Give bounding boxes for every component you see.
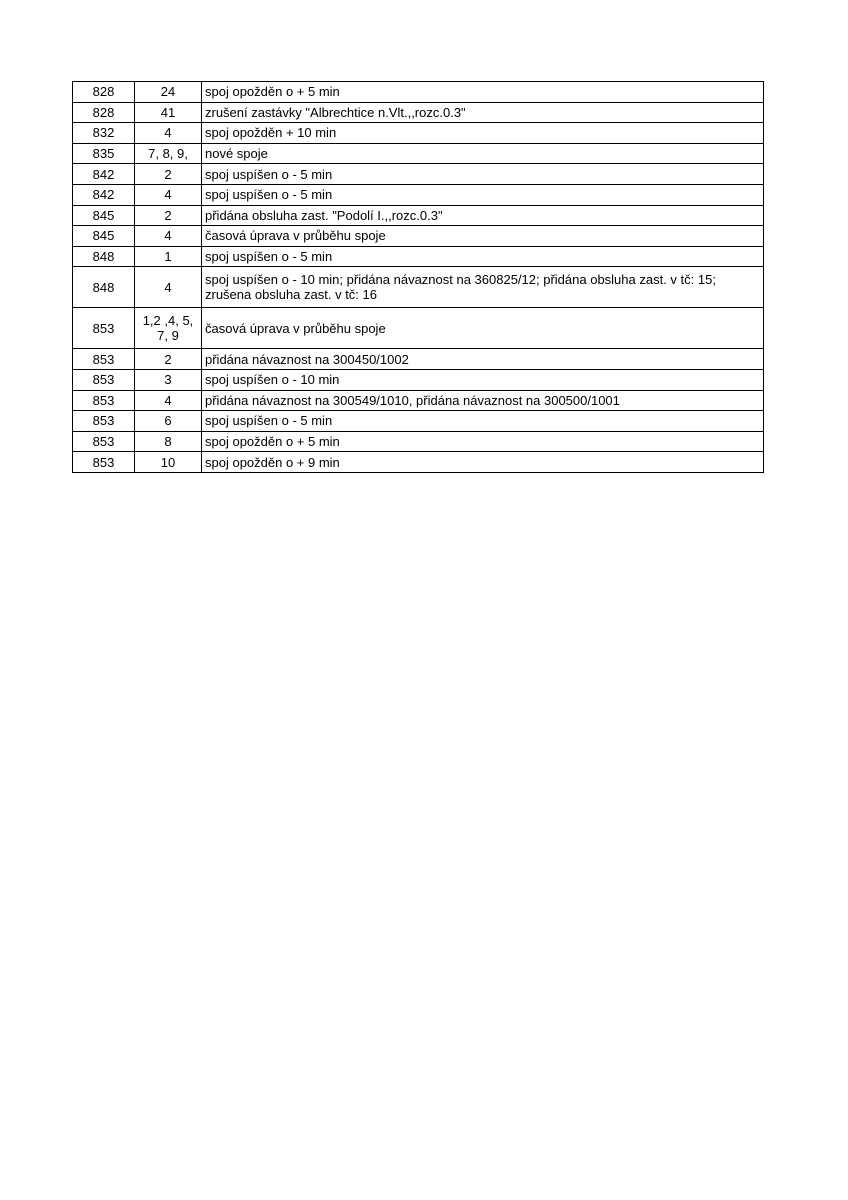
change-description-cell: přidána obsluha zast. "Podolí I.,,rozc.0.3" [202,205,764,226]
connection-numbers-cell: 8 [135,431,202,452]
line-number-cell: 832 [73,123,135,144]
line-number-cell: 853 [73,452,135,473]
connection-numbers-cell: 4 [135,123,202,144]
line-number-cell: 848 [73,246,135,267]
connection-numbers-cell: 41 [135,102,202,123]
line-number-cell: 853 [73,411,135,432]
table-row [73,246,764,267]
table-row [73,431,764,452]
table-row [73,184,764,205]
connection-numbers-cell: 2 [135,349,202,370]
table-row [73,102,764,123]
table-row [73,411,764,432]
change-description-cell: spoj opožděn o + 5 min [202,431,764,452]
line-number-cell: 853 [73,349,135,370]
table-row [73,143,764,164]
change-description-cell: přidána návaznost na 300549/1010, přidána návaznost na 300500/1001 [202,390,764,411]
table-row [73,123,764,144]
table-row [73,308,764,349]
table-row [73,390,764,411]
line-number-cell: 842 [73,184,135,205]
table-row [73,205,764,226]
line-number-cell: 853 [73,431,135,452]
line-number-cell: 828 [73,102,135,123]
connection-numbers-cell: 1,2 ,4, 5, 7, 9 [135,308,202,349]
change-description-cell: spoj opožděn o + 9 min [202,452,764,473]
change-description-cell: spoj uspíšen o - 10 min; přidána návaznost na 360825/12; přidána obsluha zast. v tč: 15; zrušena obsluha zast. v tč: 16 [202,267,764,308]
change-description-cell: zrušení zastávky "Albrechtice n.Vlt.,,rozc.0.3" [202,102,764,123]
table-row [73,369,764,390]
connection-numbers-cell: 4 [135,226,202,247]
change-description-cell: časová úprava v průběhu spoje [202,308,764,349]
table-row [73,226,764,247]
change-description-cell: spoj uspíšen o - 5 min [202,164,764,185]
line-number-cell: 853 [73,308,135,349]
change-description-cell: nové spoje [202,143,764,164]
change-description-cell: spoj uspíšen o - 10 min [202,369,764,390]
change-description-cell: spoj uspíšen o - 5 min [202,246,764,267]
change-description-cell: spoj opožděn o + 5 min [202,82,764,103]
change-description-cell: přidána návaznost na 300450/1002 [202,349,764,370]
connection-numbers-cell: 2 [135,164,202,185]
connection-numbers-cell: 4 [135,184,202,205]
line-number-cell: 845 [73,205,135,226]
table-row [73,267,764,308]
line-number-cell: 853 [73,390,135,411]
connection-numbers-cell: 7, 8, 9, [135,143,202,164]
connection-numbers-cell: 1 [135,246,202,267]
line-number-cell: 828 [73,82,135,103]
connection-numbers-cell: 3 [135,369,202,390]
connection-numbers-cell: 4 [135,267,202,308]
change-description-cell: spoj opožděn + 10 min [202,123,764,144]
table-row [73,82,764,103]
connection-numbers-cell: 4 [135,390,202,411]
line-number-cell: 842 [73,164,135,185]
table-row [73,164,764,185]
line-number-cell: 845 [73,226,135,247]
change-description-cell: spoj uspíšen o - 5 min [202,411,764,432]
connection-numbers-cell: 6 [135,411,202,432]
connection-numbers-cell: 2 [135,205,202,226]
timetable-changes-table [72,81,764,473]
connection-numbers-cell: 10 [135,452,202,473]
line-number-cell: 853 [73,369,135,390]
line-number-cell: 835 [73,143,135,164]
table-row [73,452,764,473]
change-description-cell: spoj uspíšen o - 5 min [202,184,764,205]
table-row [73,349,764,370]
connection-numbers-cell: 24 [135,82,202,103]
line-number-cell: 848 [73,267,135,308]
change-description-cell: časová úprava v průběhu spoje [202,226,764,247]
